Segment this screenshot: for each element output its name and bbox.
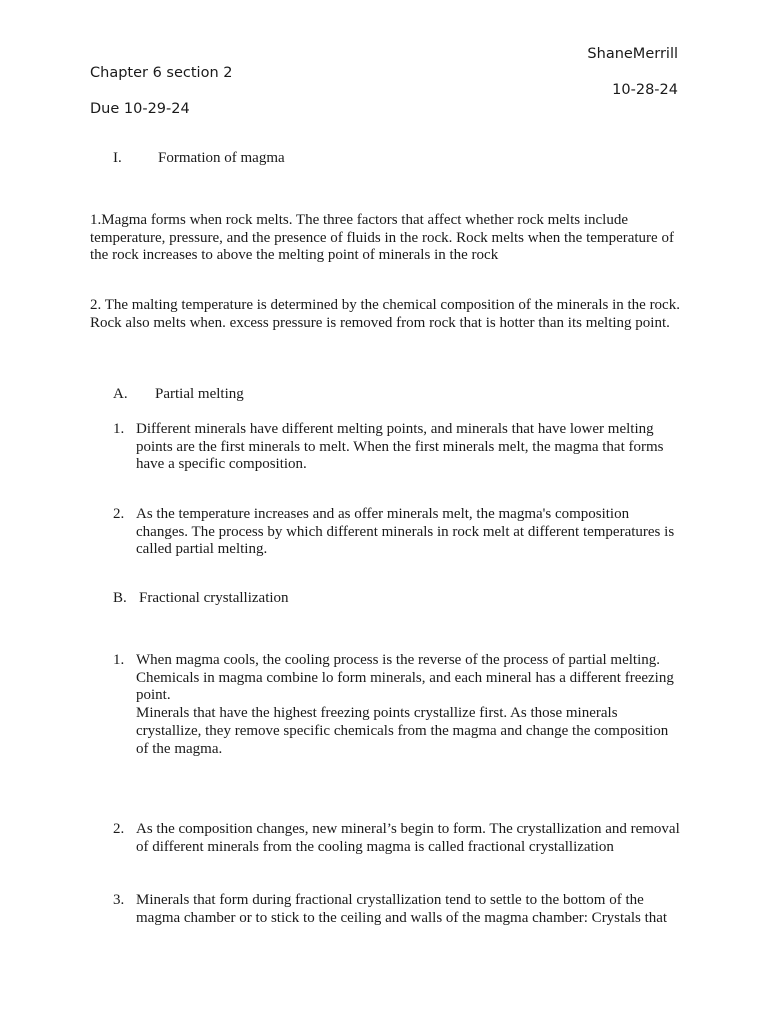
- list-item-number: 3.: [113, 892, 125, 908]
- subsection-heading-b: Fractional crystallization: [139, 590, 289, 606]
- list-item-text: As the composition changes, new mineral’s begin to form. The crystallization and removal of different minerals from the cooling magma is called fractional crystallization: [136, 821, 680, 855]
- list-item-text: Minerals that form during fractional crystallization tend to settle to the bottom of the magma chamber or to stick to the ceiling and walls of the magma chamber: Crystals that: [136, 892, 668, 926]
- list-item-text-part-2: Minerals that have the highest freezing points crystallize first. As those minerals crystallize, they remove specific chemicals from the magma and change the composition of the magma.: [136, 705, 669, 757]
- document-title: Chapter 6 section 2: [90, 65, 233, 81]
- list-item-text: As the temperature increases and as offer minerals melt, the magma's composition changes. The process by which different minerals in rock melt at different temperatures is called partial melting.: [136, 506, 675, 558]
- subsection-heading-a: Partial melting: [155, 386, 244, 402]
- paragraph-2: 2. The malting temperature is determined by the chemical composition of the minerals in the rock. Rock also melts when. excess pressure is removed from rock that is hotter than its melting point.: [90, 297, 680, 331]
- paragraph-1: 1.Magma forms when rock melts. The three factors that affect whether rock melts include temperature, pressure, and the presence of fluids in the rock. Rock melts when the temperature of the rock increases to above the melting point of minerals in the rock: [90, 212, 674, 264]
- subsection-letter-b: B.: [113, 590, 127, 606]
- list-item-number: 2.: [113, 821, 125, 837]
- author-name: ShaneMerrill: [587, 46, 678, 62]
- section-heading: Formation of magma: [158, 150, 285, 166]
- list-item-text: Different minerals have different melting points, and minerals that have lower melting points are the first minerals to melt. When the first minerals melt, the magma that forms have a specific composition.: [136, 421, 664, 473]
- list-item-number: 1.: [113, 652, 125, 668]
- section-numeral: I.: [113, 150, 122, 166]
- due-date: Due 10-29-24: [90, 101, 190, 117]
- list-item-number: 1.: [113, 421, 125, 437]
- subsection-letter-a: A.: [113, 386, 128, 402]
- list-item-text-part-1: When magma cools, the cooling process is the reverse of the process of partial melting. Chemicals in magma combine lo form minerals, and each mineral has a different freezing point.: [136, 652, 674, 704]
- document-date: 10-28-24: [612, 82, 678, 98]
- list-item-text: [136, 652, 684, 758]
- list-item-number: 2.: [113, 506, 125, 522]
